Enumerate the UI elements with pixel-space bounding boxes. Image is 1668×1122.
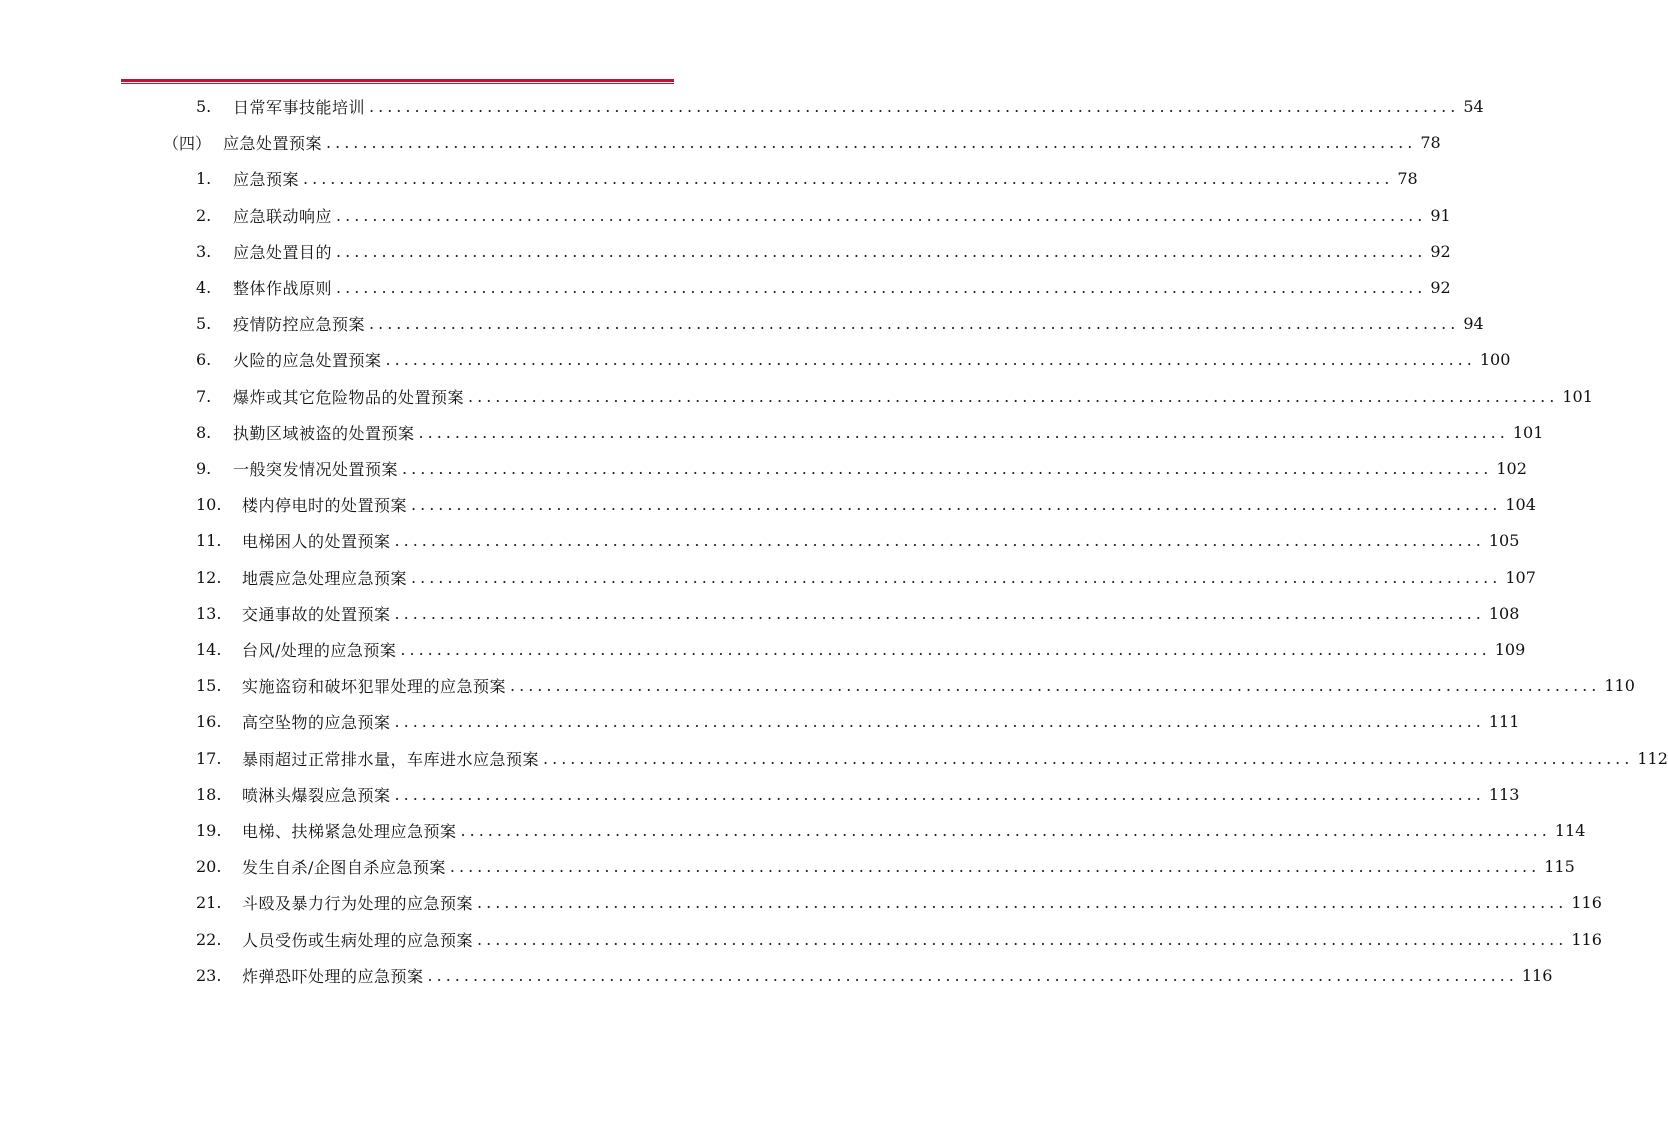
toc-entry-number: 9. [196,458,212,478]
toc-dot-leader: ........................................................................................................................ [303,168,1394,188]
toc-entry-title: 执勤区域被盗的处置预案 [233,423,415,443]
toc-entry-page-number: 116 [1571,929,1602,949]
toc-entry-number: 19. [196,820,222,840]
toc-entry-page-number: 105 [1488,530,1520,550]
toc-entry-page-number: 78 [1420,132,1441,152]
toc-entry[interactable] [196,381,1593,411]
toc-dot-leader: ........................................................................................................................ [326,132,1417,152]
toc-dot-leader: ........................................................................................................................ [411,494,1502,514]
toc-entry-title: 斗殴及暴力行为处理的应急预案 [242,893,474,913]
toc-dot-leader: ........................................................................................................................ [449,856,1541,876]
toc-entry-title: 爆炸或其它危险物品的处置预案 [233,387,465,407]
toc-entry[interactable] [196,308,1484,338]
toc-entry-title: 炸弹恐吓处理的应急预案 [242,966,424,986]
toc-entry-title: 交通事故的处置预案 [242,604,391,624]
toc-entry-number: 22. [196,929,222,949]
toc-entry-number: 11. [196,530,222,550]
toc-entry-page-number: 92 [1430,241,1451,261]
toc-entry[interactable] [196,924,1602,954]
toc-entry-page-number: 54 [1463,96,1484,116]
toc-entry-title: 电梯、扶梯紧急处理应急预案 [242,821,457,841]
toc-entry-title: 人员受伤或生病处理的应急预案 [242,930,474,950]
toc-entry-number: 17. [196,748,222,768]
toc-entry-number: 18. [196,784,222,804]
header-rule [121,79,674,85]
toc-entry[interactable] [163,127,1441,157]
toc-entry-title: 电梯困人的处置预案 [242,531,391,551]
toc-entry[interactable] [196,200,1451,230]
toc-entry-title: 暴雨超过正常排水量，车库进水应急预案 [242,749,540,769]
toc-entry-title: 火险的应急处置预案 [233,350,382,370]
toc-entry-page-number: 116 [1521,965,1553,985]
toc-dot-leader: ........................................................................................................................ [394,530,1485,550]
toc-entry[interactable] [196,525,1520,555]
toc-dot-leader: ........................................................................................................................ [394,603,1485,623]
toc-entry-page-number: 108 [1488,603,1520,623]
toc-entry-number: 13. [196,603,222,623]
toc-entry[interactable] [196,236,1451,266]
toc-entry[interactable] [196,489,1536,519]
toc-entry-page-number: 109 [1494,639,1526,659]
toc-dot-leader: ........................................................................................................................ [402,458,1493,478]
toc-entry-number: 10. [196,494,222,514]
toc-dot-leader: ........................................................................................................................ [385,349,1476,369]
toc-entry-page-number: 78 [1397,168,1418,188]
toc-entry-title: 喷淋头爆裂应急预案 [242,785,391,805]
toc-dot-leader: ........................................................................................................................ [543,748,1634,768]
toc-entry-page-number: 111 [1488,711,1520,731]
toc-entry[interactable] [196,453,1527,483]
toc-entry-title: 整体作战原则 [233,278,333,298]
header-rule-thin [121,83,674,84]
toc-entry-number: 12. [196,567,222,587]
toc-entry-title: 一般突发情况处置预案 [233,459,399,479]
toc-entry[interactable] [196,163,1418,193]
toc-entry-title: 楼内停电时的处置预案 [242,495,408,515]
toc-entry-page-number: 101 [1512,422,1544,442]
toc-entry[interactable] [196,634,1526,664]
toc-entry-number: 14. [196,639,222,659]
toc-entry-number: 23. [196,965,222,985]
toc-entry-page-number: 104 [1505,494,1536,514]
toc-entry-title: 日常军事技能培训 [233,97,366,117]
toc-dot-leader: ........................................................................................................................ [468,386,1559,406]
toc-entry[interactable] [196,417,1544,447]
toc-dot-leader: ........................................................................................................................ [477,892,1568,912]
toc-entry-number: 8. [196,422,212,442]
toc-dot-leader: ........................................................................................................................ [427,965,1518,985]
toc-entry[interactable] [196,272,1451,302]
toc-entry-page-number: 116 [1571,892,1602,912]
toc-entry[interactable] [196,344,1511,374]
toc-dot-leader: ........................................................................................................................ [400,639,1491,659]
toc-dot-leader: ........................................................................................................................ [369,96,1460,116]
toc-entry[interactable] [196,960,1553,990]
toc-entry-page-number: 94 [1463,313,1484,333]
toc-entry-number: 7. [196,386,212,406]
toc-entry-title: 应急联动响应 [233,206,333,226]
toc-dot-leader: ........................................................................................................................ [510,675,1601,695]
toc-dot-leader: ........................................................................................................................ [477,929,1568,949]
toc-dot-leader: ........................................................................................................................ [336,241,1427,261]
toc-entry-number: 6. [196,349,212,369]
toc-entry[interactable] [196,598,1520,628]
toc-dot-leader: ........................................................................................................................ [394,784,1485,804]
toc-entry[interactable] [196,91,1484,121]
toc-entry-page-number: 107 [1505,567,1536,587]
toc-dot-leader: ........................................................................................................................ [336,205,1427,225]
toc-entry[interactable] [196,815,1586,845]
toc-entry-number: 5. [196,96,212,116]
toc-entry-page-number: 112 [1637,748,1668,768]
toc-entry-number: 5. [196,313,212,333]
toc-entry-title: 台风/处理的应急预案 [242,640,397,660]
toc-entry-number: 2. [196,205,212,225]
toc-entry[interactable] [196,779,1520,809]
toc-entry-number: 20. [196,856,222,876]
toc-entry-number: 3. [196,241,212,261]
toc-entry-number: 1. [196,168,212,188]
toc-entry-page-number: 114 [1554,820,1586,840]
toc-dot-leader: ........................................................................................................................ [460,820,1551,840]
toc-entry-number: （四） [163,133,212,153]
toc-entry-page-number: 101 [1562,386,1593,406]
toc-entry-title: 应急预案 [233,169,300,189]
toc-entry-title: 高空坠物的应急预案 [242,712,391,732]
toc-entry[interactable] [196,670,1635,700]
header-rule-thick [121,79,674,82]
toc-entry[interactable] [196,743,1668,773]
toc-entry-number: 4. [196,277,212,297]
toc-entry-title: 应急处置目的 [233,242,333,262]
toc-entry-page-number: 113 [1488,784,1520,804]
toc-entry-page-number: 100 [1479,349,1511,369]
toc-entry[interactable] [196,887,1602,917]
toc-entry-title: 实施盗窃和破坏犯罪处理的应急预案 [242,676,507,696]
toc-dot-leader: ........................................................................................................................ [418,422,1509,442]
toc-entry[interactable] [196,706,1520,736]
toc-entry-page-number: 102 [1496,458,1527,478]
toc-dot-leader: ........................................................................................................................ [369,313,1460,333]
toc-dot-leader: ........................................................................................................................ [394,711,1485,731]
toc-dot-leader: ........................................................................................................................ [336,277,1427,297]
toc-entry-title: 地震应急处理应急预案 [242,568,408,588]
toc-entry-page-number: 110 [1604,675,1635,695]
toc-entry-number: 16. [196,711,222,731]
toc-entry-page-number: 115 [1544,856,1575,876]
toc-dot-leader: ........................................................................................................................ [411,567,1502,587]
toc-entry-title: 疫情防控应急预案 [233,314,366,334]
toc-entry[interactable] [196,562,1536,592]
toc-entry-number: 21. [196,892,222,912]
toc-entry-title: 应急处置预案 [223,133,323,153]
toc-entry-title: 发生自杀/企图自杀应急预案 [242,857,446,877]
toc-entry[interactable] [196,851,1575,881]
toc-entry-page-number: 91 [1430,205,1451,225]
toc-entry-number: 15. [196,675,222,695]
toc-entry-page-number: 92 [1430,277,1451,297]
